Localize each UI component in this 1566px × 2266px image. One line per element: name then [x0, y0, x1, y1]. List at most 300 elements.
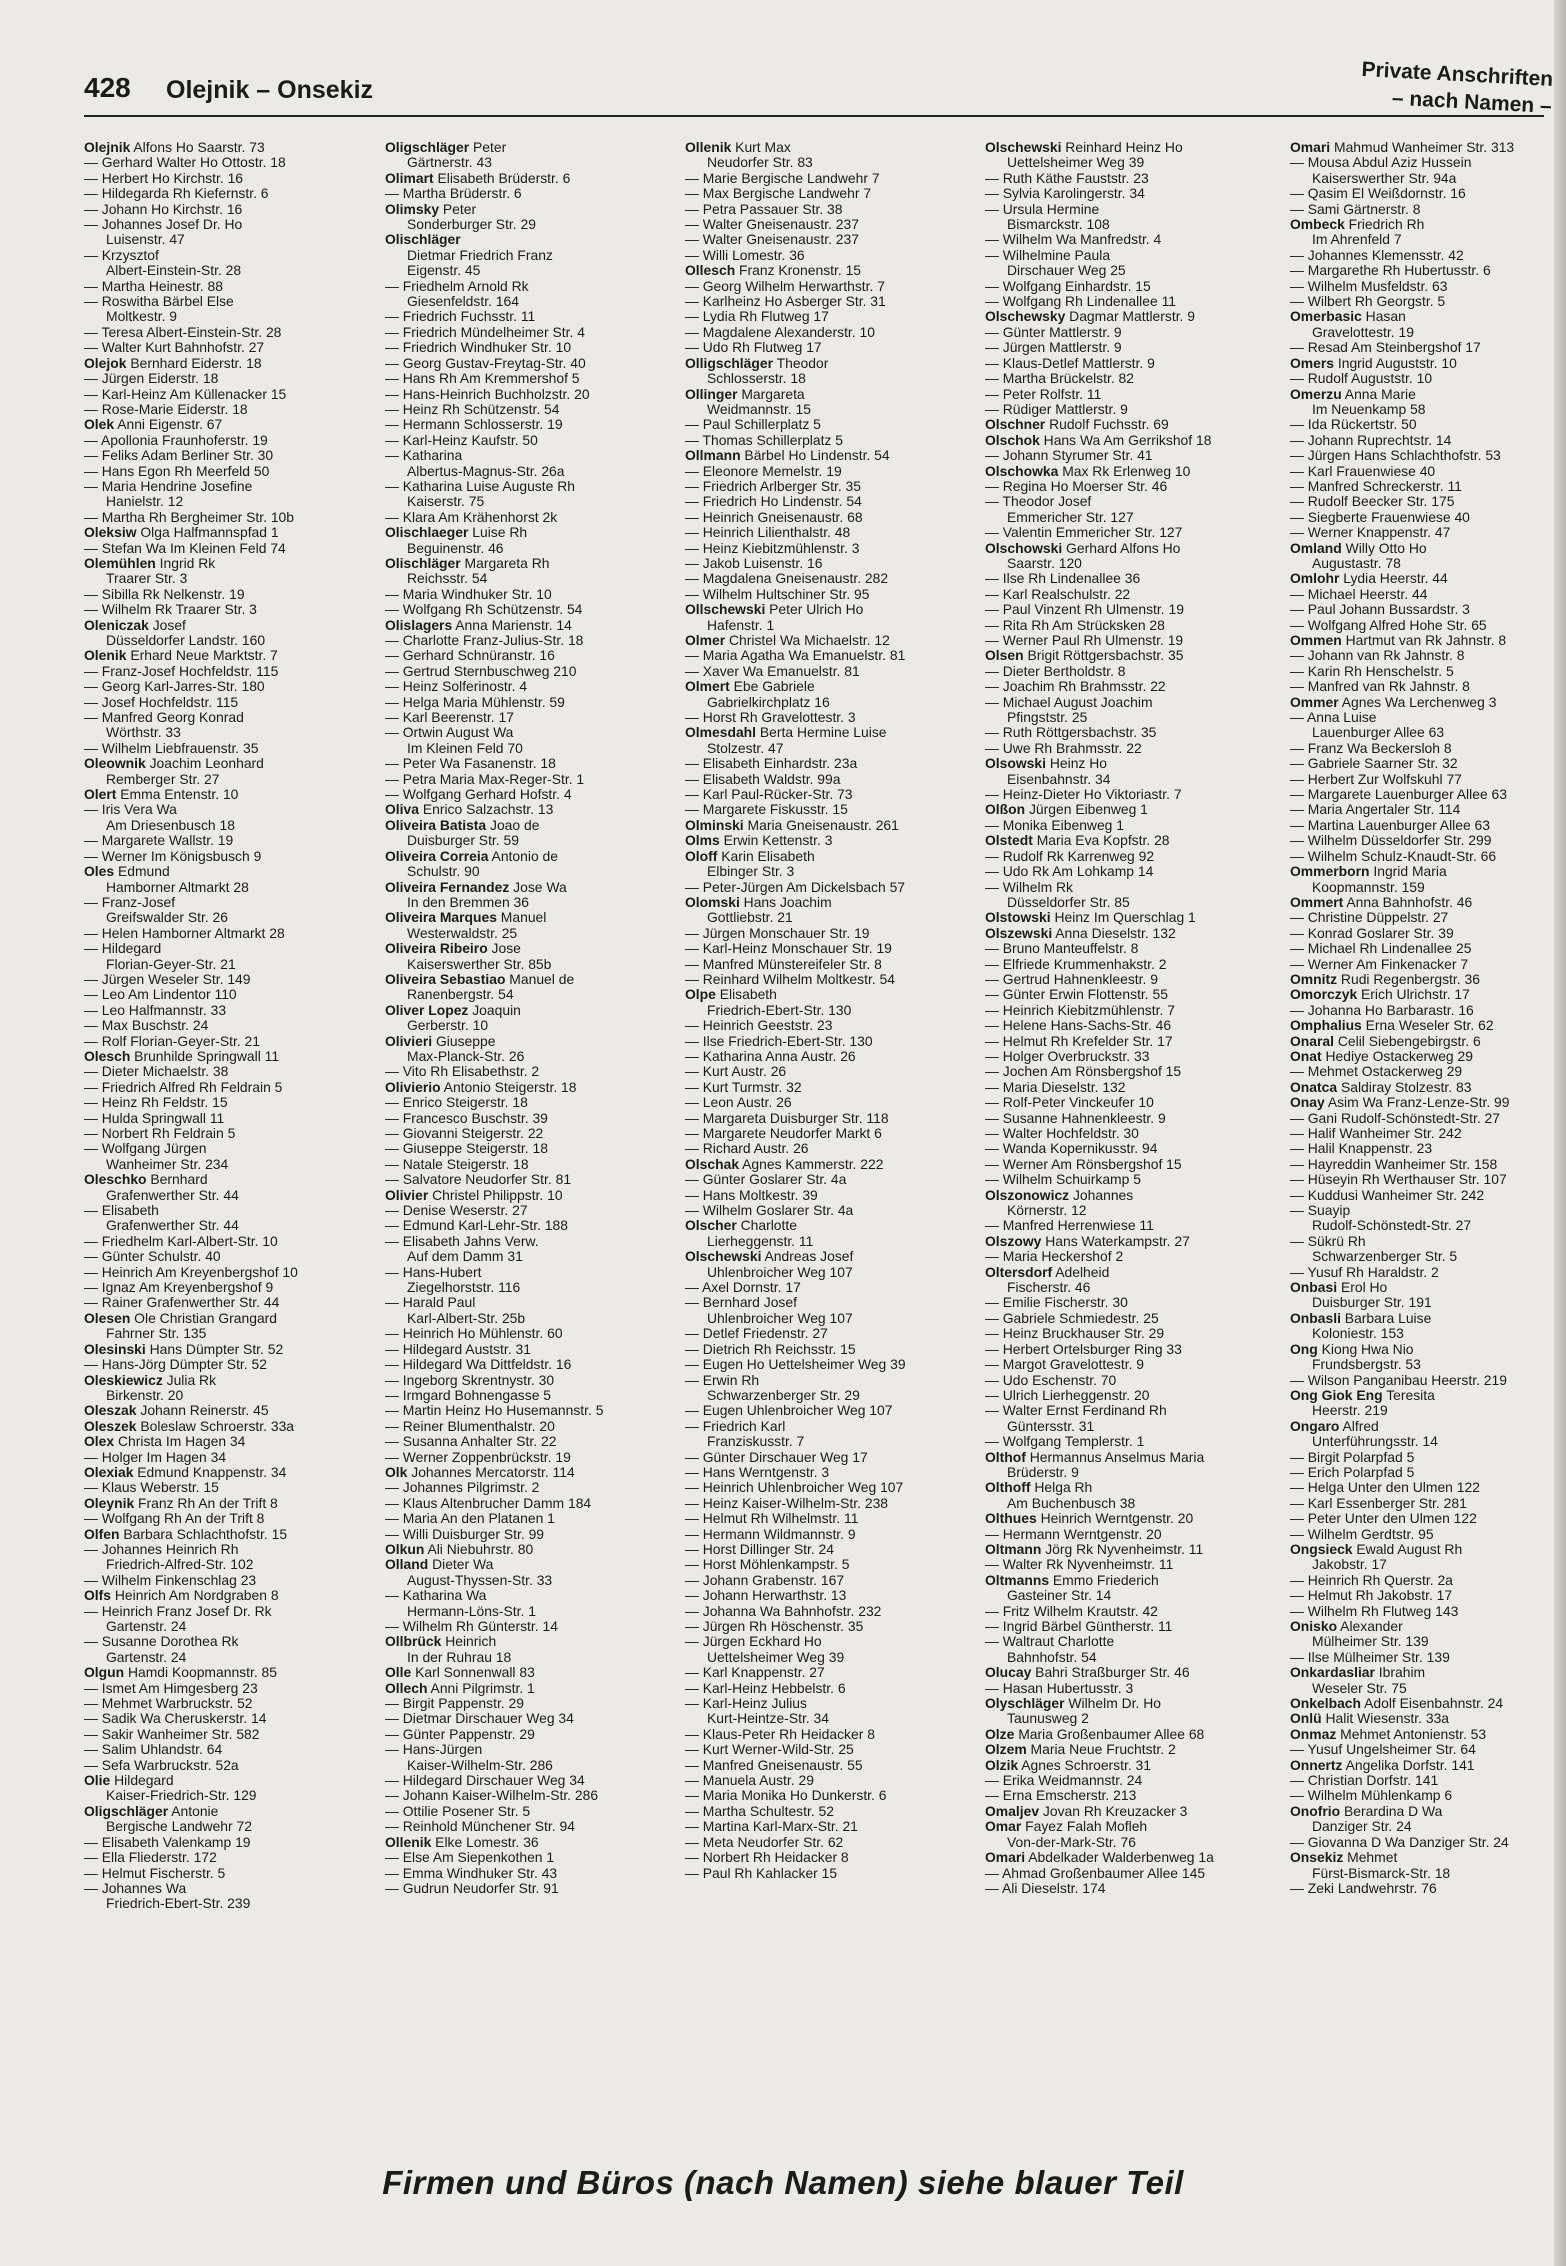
list-item: — Heinrich Am Kreyenbergshof 10 [84, 1263, 298, 1280]
surname: Oligschläger [385, 140, 470, 155]
list-item: — Helen Hamborner Altmarkt 28 [84, 924, 285, 941]
list-item: — Wolfgang Rh Lindenallee 11 [985, 293, 1176, 310]
list-item: — Wilhelm Düsseldorfer Str. 299 [1290, 832, 1492, 849]
footer-note: Firmen und Büros (nach Namen) siehe blauer Teil [382, 2164, 1184, 2201]
list-item: Omaljev Jovan Rh Kreuzacker 3 [985, 1802, 1188, 1819]
list-item: — Irmgard Bohnengasse 5 [385, 1386, 552, 1403]
list-item: Omnitz Rudi Regenbergstr. 36 [1290, 970, 1480, 987]
list-item: Dirschauer Weg 25 [1007, 262, 1126, 279]
list-item: — Rüdiger Mattlerstr. 9 [985, 400, 1128, 417]
surname: Olscher [685, 1217, 737, 1234]
surname: Olschner [985, 416, 1046, 433]
list-item: — Werner Am Finkenacker 7 [1290, 955, 1469, 972]
list-item: — Reinhold Münchener Str. 94 [385, 1818, 575, 1835]
list-item: Olimart Elisabeth Brüderstr. 6 [385, 169, 571, 186]
list-item: Olstowski Heinz Im Querschlag 1 [985, 909, 1196, 926]
list-item: Birkenstr. 20 [106, 1386, 184, 1403]
surname: Omorczyk [1290, 986, 1358, 1003]
list-item: Olsowski Heinz Ho [985, 755, 1107, 772]
surname: Ollesch [685, 262, 736, 279]
surname: Onofrio [1290, 1802, 1341, 1819]
list-item: Olszonowicz Johannes [985, 1186, 1134, 1203]
list-item: Olemühlen Ingrid Rk [84, 554, 216, 571]
list-item: Olivierio Antonio Steigerstr. 18 [385, 1078, 577, 1095]
list-item: Olmer Christel Wa Michaelstr. 12 [685, 632, 890, 648]
list-item: Reichsstr. 54 [407, 570, 488, 587]
list-item: Lauenburger Allee 63 [1312, 724, 1445, 741]
list-item: — Günter Goslarer Str. 4a [685, 1171, 847, 1188]
list-item: Olle Karl Sonnenwall 83 [385, 1664, 535, 1681]
list-item: — Martin Heinz Ho Husemannstr. 5 [385, 1402, 604, 1419]
surname: Oleszek [84, 1417, 137, 1434]
list-item: Olgun Hamdi Koopmannstr. 85 [84, 1664, 278, 1681]
surname: Olivierio [385, 1078, 441, 1095]
list-item: — Gertrud Sternbuschweg 210 [385, 662, 577, 679]
list-item: Olkun Ali Niebuhrstr. 80 [385, 1540, 534, 1557]
surname: Oliveira Batista [385, 816, 487, 833]
list-item: — Norbert Rh Heidacker 8 [685, 1849, 849, 1866]
list-item: Ollinger Margareta [685, 385, 805, 402]
list-item: Koloniestr. 153 [1312, 1325, 1404, 1342]
list-item: — Gabriele Saarner Str. 32 [1290, 755, 1458, 772]
list-item: Fürst-Bismarck-Str. 18 [1312, 1864, 1451, 1881]
list-item: Oleschko Bernhard [84, 1171, 208, 1188]
list-item: — Wilbert Rh Georgstr. 5 [1290, 293, 1446, 310]
surname: Ollmann [685, 447, 741, 464]
list-item: Olmert Ebe Gabriele [685, 678, 815, 695]
section-heading-line1: Private Anschriften [1361, 57, 1554, 91]
list-item: — Wolfgang Einhardstr. 15 [985, 277, 1151, 294]
list-item: — Jakob Luisenstr. 16 [685, 554, 823, 571]
surname: Ong [1290, 1340, 1318, 1357]
surname: Ommer [1290, 693, 1339, 710]
surname: Oleniczak [84, 616, 149, 633]
list-item: — Wilhelmine Paula [985, 246, 1111, 263]
list-item: Olthoff Helga Rh [985, 1479, 1093, 1496]
surname: Omar [985, 1818, 1022, 1835]
list-item: Gerberstr. 10 [407, 1017, 489, 1034]
surname: Olzem [985, 1741, 1027, 1758]
list-item: — Hans Werntgenstr. 3 [685, 1463, 830, 1480]
list-item: Oles Edmund [84, 863, 170, 880]
list-item: — Wolfgang Jürgen [84, 1140, 207, 1157]
surname: Onlü [1290, 1710, 1322, 1727]
surname: Olschewski [985, 140, 1062, 155]
list-item: Im Ahrenfeld 7 [1312, 231, 1402, 248]
list-item: Körnerstr. 12 [1007, 1202, 1087, 1219]
list-item: Omers Ingrid Auguststr. 10 [1290, 354, 1457, 371]
list-item: — Wolfgang Rh An der Trift 8 [84, 1510, 265, 1527]
list-item: — Elisabeth [84, 1202, 159, 1219]
list-item: Omar Fayez Falah Mofleh [985, 1818, 1148, 1835]
list-item: Olischläger Margareta Rh [385, 554, 550, 571]
list-item: Bahnhofstr. 54 [1007, 1648, 1097, 1665]
list-item: — Helmut Rh Krefelder Str. 17 [985, 1032, 1173, 1049]
list-item: Im Neuenkamp 58 [1312, 400, 1426, 417]
listing-column-1 [84, 140, 380, 2185]
list-item: Onat Hediye Ostackerweg 29 [1290, 1047, 1473, 1064]
list-item: — Emma Windhuker Str. 43 [385, 1864, 558, 1881]
list-item: Hanielstr. 12 [106, 493, 184, 510]
list-item: — Kurt Austr. 26 [685, 1063, 787, 1080]
list-item: — Hans Egon Rh Meerfeld 50 [84, 462, 270, 479]
list-item: Von-der-Mark-Str. 76 [1007, 1833, 1136, 1850]
list-item: — Johanna Wa Bahnhofstr. 232 [685, 1602, 882, 1619]
list-item: — Eugen Uhlenbroicher Weg 107 [685, 1402, 893, 1419]
surname: Oloff [685, 847, 718, 864]
list-item: — Helga Maria Mühlenstr. 59 [385, 693, 565, 710]
list-item: — Werner Am Rönsbergshof 15 [985, 1155, 1182, 1172]
list-item: Frundsbergstr. 53 [1312, 1356, 1421, 1373]
surname: Olmer [685, 632, 726, 648]
list-item: — Norbert Rh Feldrain 5 [84, 1125, 236, 1141]
list-item: — Johann Grabenstr. 167 [685, 1571, 845, 1588]
surname: Olie [84, 1772, 111, 1789]
list-item: — Gerhard Walter Ho Ottostr. 18 [84, 154, 286, 171]
list-item: — Jochen Am Rönsbergshof 15 [985, 1063, 1182, 1080]
list-item: Gottliebstr. 21 [707, 909, 793, 926]
list-item: — Udo Rh Flutweg 17 [685, 339, 822, 356]
list-item: — Emilie Fischerstr. 30 [985, 1294, 1128, 1311]
list-item: — Waltraut Charlotte [985, 1633, 1115, 1650]
list-item: Onatca Saldiray Stolzestr. 83 [1290, 1078, 1472, 1095]
list-item: — Gabriele Schmiedestr. 25 [985, 1309, 1159, 1326]
list-item: Olivieri Giuseppe [385, 1032, 496, 1049]
list-item: — Johannes Wa [84, 1879, 187, 1896]
list-item: — Helmut Fischerstr. 5 [84, 1864, 226, 1881]
list-item: — Wilhelm Liebfrauenstr. 35 [84, 739, 259, 756]
page-edge [1554, 0, 1566, 2266]
list-item: — Hans Rh Am Kremmershof 5 [385, 370, 580, 387]
surname: Olszonowicz [985, 1186, 1070, 1203]
list-item: — Wilhelm Goslarer Str. 4a [685, 1202, 854, 1219]
list-item: Oliveira Marques Manuel [385, 909, 547, 926]
list-item: — Apollonia Fraunhoferstr. 19 [84, 431, 268, 448]
surname: Olschok [985, 431, 1040, 448]
list-item: — Vito Rh Elisabethstr. 2 [385, 1063, 540, 1080]
list-item: Hamborner Altmarkt 28 [106, 878, 249, 895]
list-item: — Ingeborg Skrentnystr. 30 [385, 1371, 555, 1388]
list-item: — Mehmet Ostackerweg 29 [1290, 1063, 1463, 1080]
list-item: Eigenstr. 45 [407, 262, 481, 279]
surname: Oleynik [84, 1494, 135, 1511]
list-item [385, 232, 681, 247]
list-item: Greifswalder Str. 26 [106, 909, 228, 926]
list-item: — Kurt Werner-Wild-Str. 25 [685, 1741, 854, 1758]
list-item: — Friedrich Ho Lindenstr. 54 [685, 493, 862, 510]
list-item: — Franz Wa Beckersloh 8 [1290, 739, 1452, 756]
list-item: — Heinrich Franz Josef Dr. Rk [84, 1602, 272, 1619]
list-item: Gärtnerstr. 43 [407, 154, 492, 171]
surname: Olle [385, 1664, 412, 1681]
list-item: — Hermann Schlosserstr. 19 [385, 416, 563, 433]
list-item: — Uwe Rh Brahmsstr. 22 [985, 739, 1142, 756]
list-item: Am Buchenbusch 38 [1007, 1494, 1136, 1511]
list-item: Oliver Lopez Joaquin [385, 1001, 521, 1018]
page-number: 428 [84, 72, 131, 103]
list-item: — Franz-Josef [84, 893, 176, 910]
list-item: Olucay Bahri Straßburger Str. 46 [985, 1664, 1190, 1681]
list-item: — Paul Johann Bussardstr. 3 [1290, 601, 1470, 618]
list-item: Onnertz Angelika Dorfstr. 141 [1290, 1756, 1475, 1773]
list-item: — Hildegard [84, 940, 162, 957]
list-item: — Martha Brüderstr. 6 [385, 185, 522, 202]
list-item: — Martina Karl-Marx-Str. 21 [685, 1818, 858, 1835]
list-item: — Karl-Heinz Am Küllenacker 15 [84, 385, 287, 402]
list-item: — Holger Im Hagen 34 [84, 1448, 227, 1465]
list-item: — Karl Knappenstr. 27 [685, 1664, 825, 1681]
surname: Ommert [1290, 893, 1344, 910]
list-item: — Michael Heerstr. 44 [1290, 585, 1428, 602]
list-item: — Leon Austr. 26 [685, 1094, 792, 1111]
list-item: — Katharina Wa [385, 1587, 487, 1604]
list-item: — Manfred Münstereifeler Str. 8 [685, 955, 882, 972]
list-item: — Friedrich Windhuker Str. 10 [385, 339, 572, 356]
list-item: Oleszak Johann Reinerstr. 45 [84, 1402, 269, 1419]
surname: Olimsky [385, 200, 440, 217]
list-item: Am Driesenbusch 18 [106, 816, 235, 833]
surname: Olsowski [985, 755, 1046, 772]
list-item: — Heinrich Kiebitzmühlenstr. 7 [985, 1001, 1175, 1018]
list-item: — Johannes Klemensstr. 42 [1290, 246, 1464, 263]
list-item: — Maria Dieselstr. 132 [985, 1078, 1126, 1095]
list-item: Ollenik Elke Lomestr. 36 [385, 1833, 539, 1850]
list-item: Olischlaeger Luise Rh [385, 524, 528, 541]
surname: Ollenik [385, 1833, 432, 1850]
surname: Oleskiewicz [84, 1371, 163, 1388]
list-item: Oliveira Fernandez Jose Wa [385, 878, 567, 895]
surname: Olert [84, 786, 117, 803]
list-item: — Zeki Landwehrstr. 76 [1290, 1879, 1437, 1896]
surname: Omari [1290, 140, 1331, 155]
list-item: Fischerstr. 46 [1007, 1279, 1091, 1296]
list-item: Olenik Erhard Neue Marktstr. 7 [84, 647, 278, 664]
list-item: Ommerborn Ingrid Maria [1290, 863, 1447, 880]
list-item: — Gertrud Hahnenkleestr. 9 [985, 970, 1158, 987]
list-item: — Udo Eschenstr. 70 [985, 1371, 1117, 1388]
list-item: — Heinz Kaiser-Wilhelm-Str. 238 [685, 1494, 889, 1511]
list-item: — Erna Emscherstr. 213 [985, 1787, 1137, 1804]
list-item: — Kuddusi Wanheimer Str. 242 [1290, 1186, 1485, 1203]
list-item: — Johannes Heinrich Rh [84, 1540, 239, 1557]
list-item: Omerbasic Hasan [1290, 308, 1406, 325]
list-item: Olislagers Anna Marienstr. 14 [385, 616, 572, 633]
list-item: — Max Bergische Landwehr 7 [685, 185, 872, 202]
list-item: Uhlenbroicher Weg 107 [707, 1309, 853, 1326]
list-item: — Sibilla Rk Nelkenstr. 19 [84, 585, 245, 602]
list-item: Mülheimer Str. 139 [1312, 1633, 1429, 1650]
list-item: — Helmut Rh Wilhelmstr. 11 [685, 1510, 859, 1527]
list-item: Ollbrück Heinrich [385, 1633, 497, 1650]
list-item: — Elisabeth Valenkamp 19 [84, 1833, 251, 1850]
list-item: Luisenstr. 47 [106, 231, 185, 248]
list-item: — Wilhelm Hultschiner Str. 95 [685, 585, 870, 602]
surname: Oliveira Fernandez [385, 878, 510, 895]
surname: Oliva [385, 801, 419, 818]
page-title: Olejnik – Onsekiz [166, 76, 374, 104]
list-item: — Francesco Buschstr. 39 [385, 1109, 548, 1126]
list-item: Oleksiw Olga Halfmannspfad 1 [84, 524, 279, 541]
list-item: Uhlenbroicher Weg 107 [707, 1263, 853, 1280]
surname: Onisko [1290, 1618, 1338, 1634]
list-item: Olligschläger Theodor [685, 354, 829, 371]
list-item: — Eugen Ho Uettelsheimer Weg 39 [685, 1356, 906, 1373]
list-item: Olyschläger Wilhelm Dr. Ho [985, 1695, 1162, 1712]
list-item: August-Thyssen-Str. 33 [407, 1571, 553, 1588]
list-item: — Hasan Hubertusstr. 3 [985, 1679, 1134, 1696]
list-item: — Martha Rh Bergheimer Str. 10b [84, 508, 294, 525]
list-item: — Wilhelm Mühlenkamp 6 [1290, 1787, 1453, 1804]
list-item: Olomski Hans Joachim [685, 893, 832, 910]
list-item: — Elisabeth Einhardstr. 23a [685, 755, 858, 772]
list-item: — Heinz Solferinostr. 4 [385, 678, 528, 695]
list-item: — Ruth Röttgersbachstr. 35 [985, 724, 1157, 741]
list-item: Bergische Landwehr 72 [106, 1818, 252, 1835]
list-item: Onbasli Barbara Luise [1290, 1309, 1432, 1326]
list-item: — Rolf Florian-Geyer-Str. 21 [84, 1032, 260, 1049]
surname: Ong Giok Eng [1290, 1386, 1383, 1403]
surname: Oligschläger [84, 1802, 169, 1819]
list-item: — Siegberte Frauenwiese 40 [1290, 508, 1470, 525]
list-item: Olszewski Anna Dieselstr. 132 [985, 924, 1176, 941]
list-item: — Denise Weserstr. 27 [385, 1202, 528, 1219]
list-item: — Maria Agatha Wa Emanuelstr. 81 [685, 647, 906, 664]
surname: Olischläger [385, 554, 461, 571]
list-item: Düsseldorfer Str. 85 [1007, 893, 1130, 910]
list-item: Olschak Agnes Kammerstr. 222 [685, 1155, 884, 1172]
surname: Olschewsky [985, 308, 1066, 325]
section-heading-line2: – nach Namen – [1391, 86, 1553, 119]
list-item: Grafenwerther Str. 44 [106, 1186, 239, 1203]
list-item: Onbasi Erol Ho [1290, 1279, 1388, 1296]
list-item: — Jürgen Hans Schlachthofstr. 53 [1290, 447, 1501, 464]
list-item: Albertus-Magnus-Str. 26a [407, 462, 565, 479]
list-item: Olszowy Hans Waterkampstr. 27 [985, 1232, 1190, 1249]
list-item: — Martha Heinestr. 88 [84, 277, 223, 294]
list-item: — Wolfgang Gerhard Hofstr. 4 [385, 786, 572, 803]
list-item: — Ahmad Großenbaumer Allee 145 [985, 1864, 1206, 1881]
list-item: Ollech Anni Pilgrimstr. 1 [385, 1679, 535, 1696]
list-item: Stolzestr. 47 [707, 739, 784, 756]
list-item: — Magdalena Gneisenaustr. 282 [685, 570, 889, 587]
list-item: — Werner Paul Rh Ulmenstr. 19 [985, 632, 1184, 648]
list-item: Ollmann Bärbel Ho Lindenstr. 54 [685, 447, 890, 464]
list-item: Olesinski Hans Dümpter Str. 52 [84, 1340, 284, 1357]
list-item: Omari Abdelkader Walderbenweg 1a [985, 1849, 1214, 1866]
list-item: — Rudolf Rk Karrenweg 92 [985, 847, 1155, 864]
list-item: Rudolf-Schönstedt-Str. 27 [1312, 1217, 1472, 1234]
surname: Omaljev [985, 1802, 1040, 1819]
list-item: Dietmar Friedrich Franz [407, 246, 553, 263]
list-item: — Herbert Ho Kirchstr. 16 [84, 169, 244, 186]
list-item: Sonderburger Str. 29 [407, 216, 536, 233]
list-item: — Magdalene Alexanderstr. 10 [685, 323, 875, 340]
list-item: — Katharina Anna Austr. 26 [685, 1047, 856, 1064]
list-item: Ong Kiong Hwa Nio [1290, 1340, 1414, 1357]
list-item: — Qasim El Weißdornstr. 16 [1290, 185, 1466, 202]
list-item: — Rainer Grafenwerther Str. 44 [84, 1294, 280, 1311]
list-item: Ongaro Alfred [1290, 1417, 1379, 1434]
list-item: — Valentin Emmericher Str. 127 [985, 524, 1183, 541]
surname: Oltmanns [985, 1571, 1050, 1588]
list-item: — Mehmet Warbruckstr. 52 [84, 1695, 253, 1712]
list-item: Omerzu Anna Marie [1290, 385, 1416, 402]
list-item: — Margot Gravelottestr. 9 [985, 1356, 1145, 1373]
list-item: — Karl-Heinz Kaufstr. 50 [385, 431, 538, 448]
surname: Olfs [84, 1587, 112, 1604]
surname: Olkun [385, 1540, 425, 1557]
list-item: — Maria Windhuker Str. 10 [385, 585, 552, 602]
surname: Olstedt [985, 832, 1033, 849]
list-item: Oleniczak Josef [84, 616, 186, 633]
list-item: — Giovanni Steigerstr. 22 [385, 1125, 544, 1141]
surname: Olmesdahl [685, 724, 757, 741]
list-item: Oliveira Ribeiro Jose [385, 940, 521, 957]
list-item: Ziegelhorststr. 116 [407, 1279, 521, 1296]
list-item: — Walter Gneisenaustr. 237 [685, 216, 859, 233]
list-item: — Friedhelm Arnold Rk [385, 277, 529, 294]
list-item: Oliva Enrico Salzachstr. 13 [385, 801, 554, 818]
list-item: Augustastr. 78 [1312, 554, 1401, 571]
list-item: Ongsieck Ewald August Rh [1290, 1540, 1463, 1557]
list-item: — Karin Rh Henschelstr. 5 [1290, 662, 1454, 679]
list-item: — Feliks Adam Berliner Str. 30 [84, 447, 274, 464]
list-item: — Hildegarda Rh Kiefernstr. 6 [84, 185, 269, 202]
surname: Onbasi [1290, 1279, 1338, 1296]
list-item: Im Kleinen Feld 70 [407, 739, 523, 756]
list-item: — Heinrich Ho Mühlenstr. 60 [385, 1325, 563, 1342]
list-item: Danziger Str. 24 [1312, 1818, 1412, 1835]
list-item: — Joachim Rh Brahmsstr. 22 [985, 678, 1166, 695]
list-item: Olze Maria Großenbaumer Allee 68 [985, 1725, 1205, 1742]
surname: Olex [84, 1433, 115, 1450]
list-item: Olivier Christel Philippstr. 10 [385, 1186, 563, 1203]
list-item: — Sami Gärtnerstr. 8 [1290, 200, 1421, 217]
list-item: Kaiserswerther Str. 94a [1312, 169, 1457, 186]
list-item: Gravelottestr. 19 [1312, 323, 1414, 340]
surname: Olszewski [985, 924, 1053, 941]
surname: Oleszak [84, 1402, 137, 1419]
list-item: — Wolfgang Alfred Hohe Str. 65 [1290, 616, 1487, 633]
list-item: — Teresa Albert-Einstein-Str. 28 [84, 323, 282, 340]
list-item: — Wilhelm Rk [985, 878, 1073, 895]
list-item: Oliveira Sebastiao Manuel de [385, 970, 575, 987]
list-item: — Petra Passauer Str. 38 [685, 200, 843, 217]
list-item: Onay Asim Wa Franz-Lenze-Str. 99 [1290, 1094, 1510, 1111]
list-item: — Heinrich Uhlenbroicher Weg 107 [685, 1479, 904, 1496]
list-item: Heerstr. 219 [1312, 1402, 1388, 1419]
list-item: — Herbert Ortelsburger Ring 33 [985, 1340, 1182, 1357]
list-item: — Maria Hendrine Josefine [84, 477, 253, 494]
list-item: — Fritz Wilhelm Krautstr. 42 [985, 1602, 1158, 1619]
list-item: — Klara Am Krähenhorst 2k [385, 508, 558, 525]
list-item: — Günter Dirschauer Weg 17 [685, 1448, 868, 1465]
list-item: — Karl Realschulstr. 22 [985, 585, 1131, 602]
list-item: — Theodor Josef [985, 493, 1092, 510]
list-item: — Heinrich Rh Querstr. 2a [1290, 1571, 1453, 1588]
list-item: — Heinrich Geeststr. 23 [685, 1017, 833, 1034]
list-item: — Kurt Turmstr. 32 [685, 1078, 802, 1095]
list-item: — Friedrich Fuchsstr. 11 [385, 308, 536, 325]
list-item: — Karlheinz Ho Asberger Str. 31 [685, 293, 886, 310]
list-item: — Halil Knappenstr. 23 [1290, 1140, 1433, 1157]
list-item: — Heinz Rh Feldstr. 15 [84, 1094, 228, 1111]
surname: Omers [1290, 354, 1335, 371]
list-item: Onmaz Mehmet Antonienstr. 53 [1290, 1725, 1487, 1742]
list-item: — Horst Dillinger Str. 24 [685, 1540, 834, 1557]
list-item: Unterführungsstr. 14 [1312, 1433, 1438, 1450]
surname: Olgun [84, 1664, 125, 1681]
